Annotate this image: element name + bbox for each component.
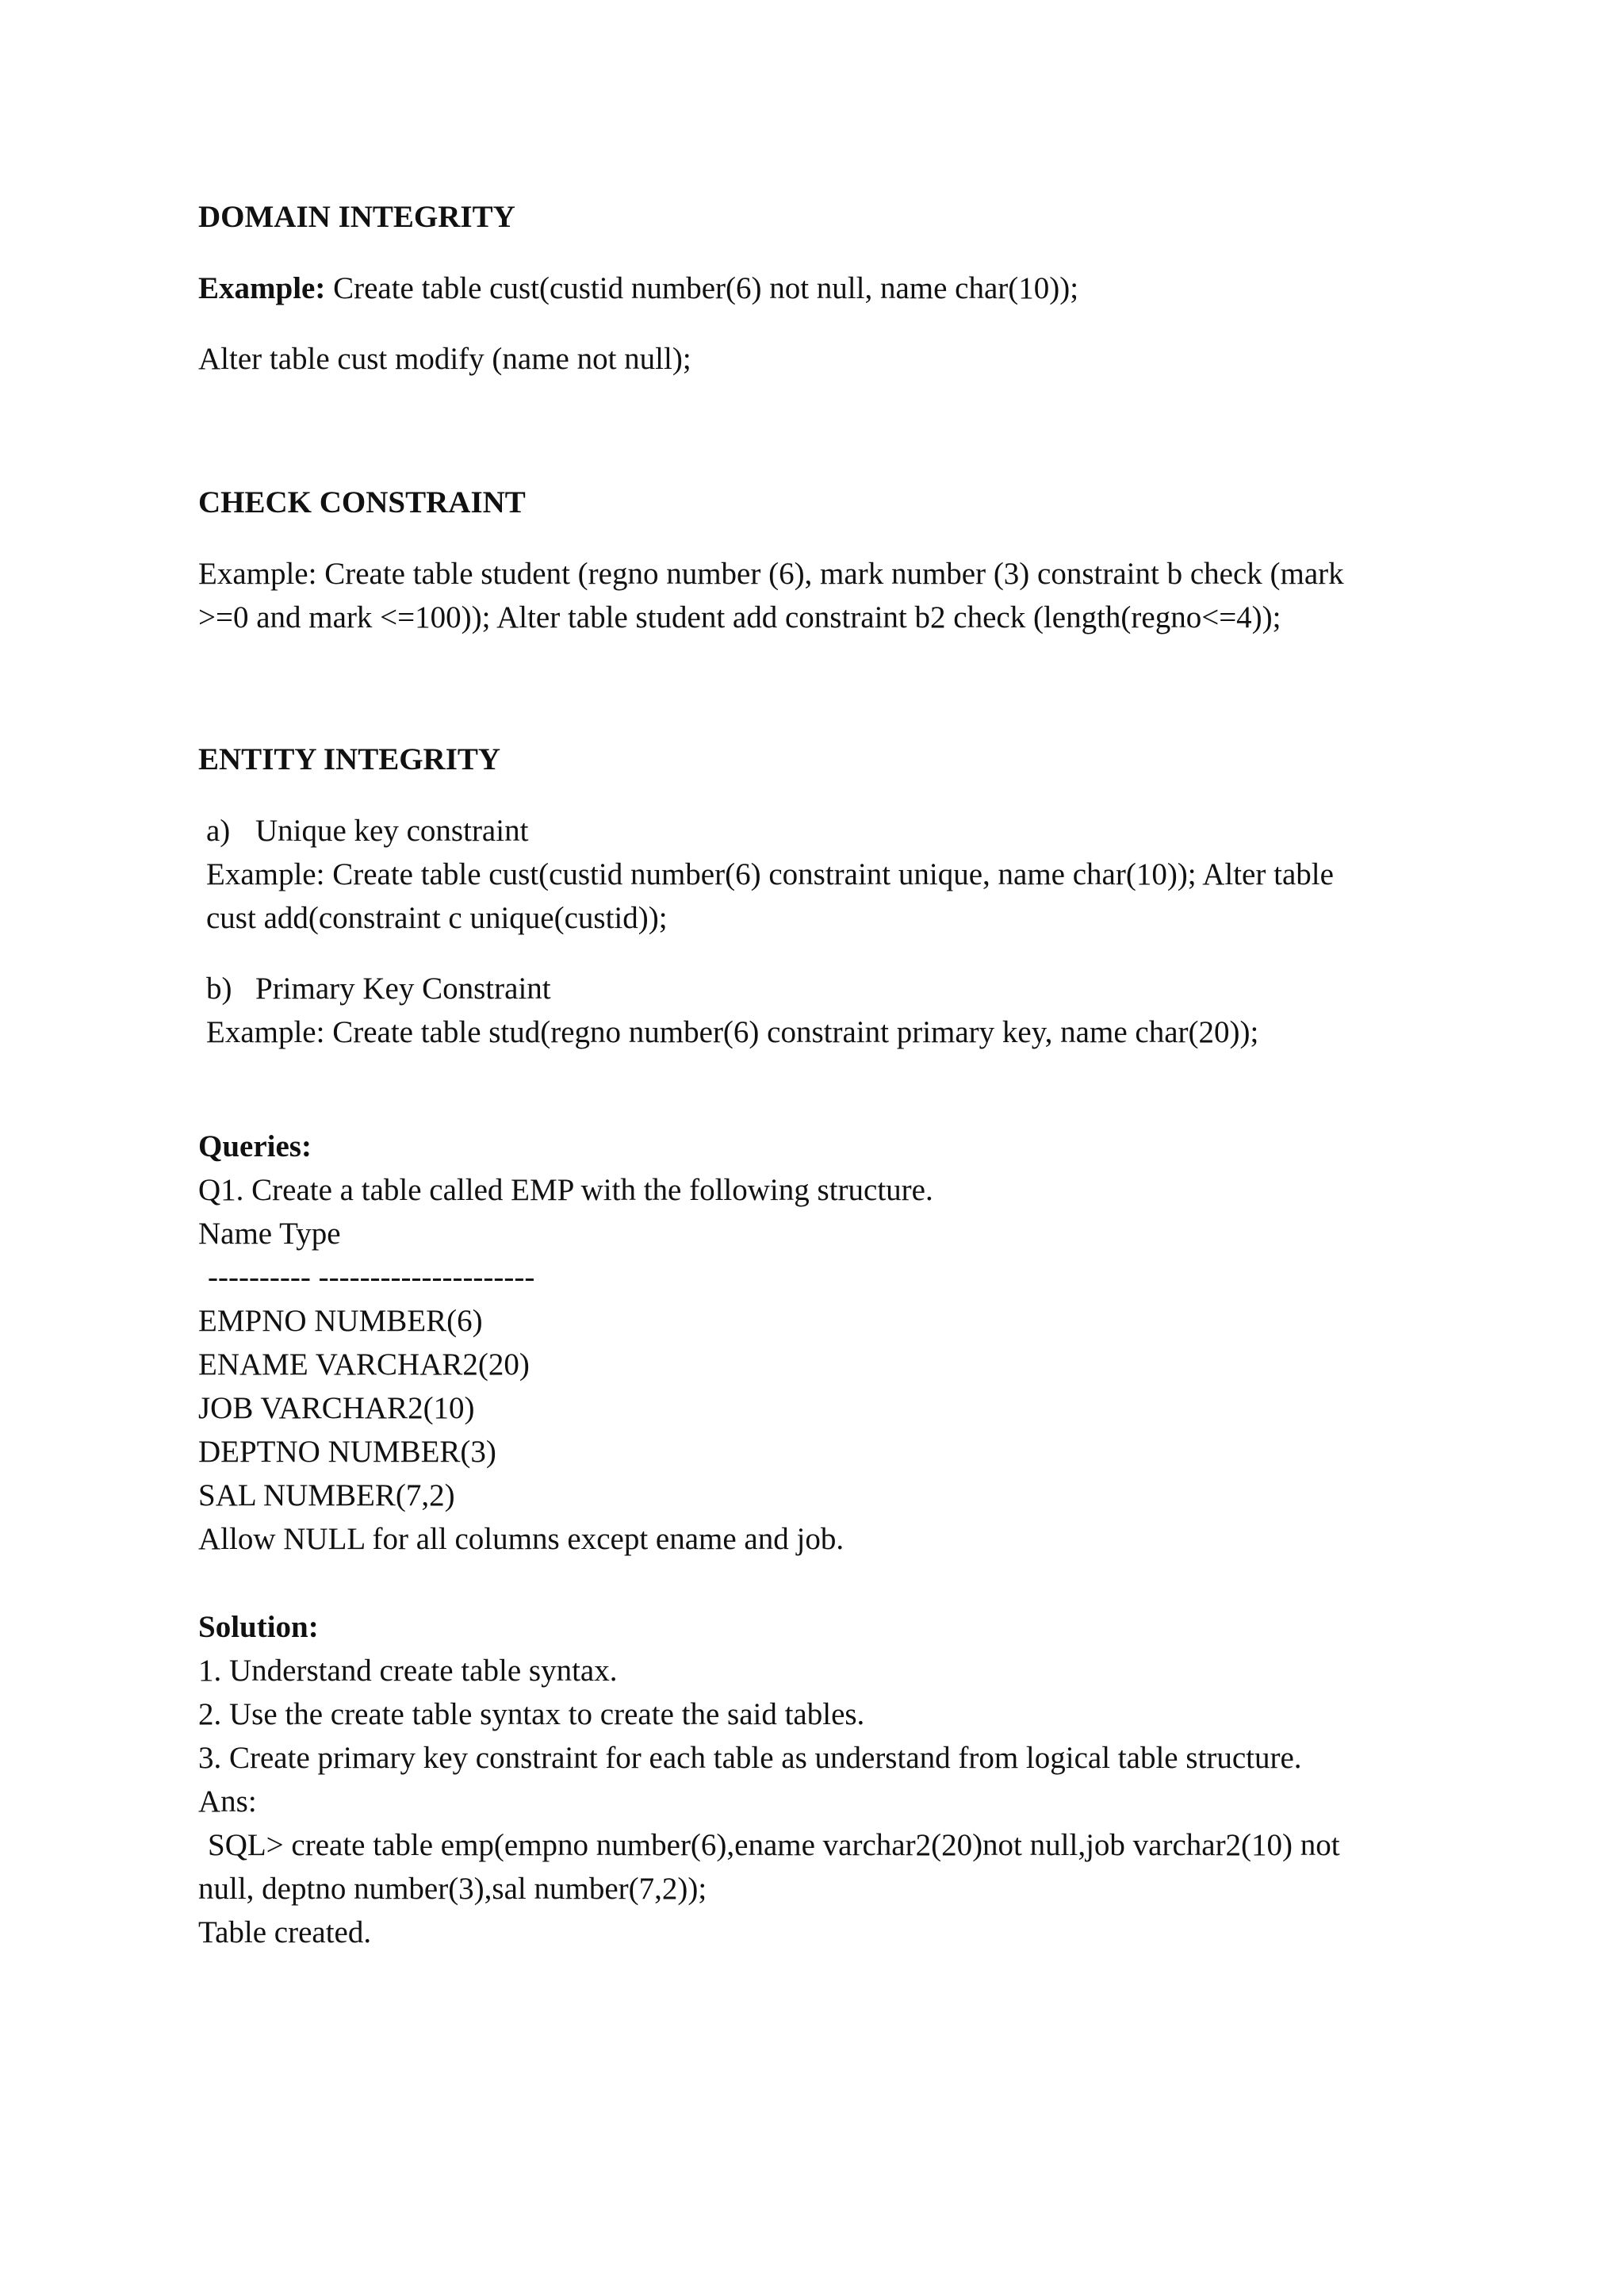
list-item-title: Primary Key Constraint (255, 972, 551, 1006)
structure-divider: ---------- --------------------- (208, 1260, 535, 1294)
domain-integrity-alter: Alter table cust modify (name not null); (198, 342, 691, 376)
structure-note: Allow NULL for all columns except ename and job. (198, 1522, 845, 1556)
queries-heading: Queries: (198, 1129, 312, 1163)
primary-key-example-line-1: Example: Create table stud(regno number(6) constraint primary key, name char(20)); (206, 1015, 1259, 1049)
query-q1: Q1. Create a table called EMP with the following structure. (198, 1173, 933, 1207)
sql-line-1: SQL> create table emp(empno number(6),ename varchar2(20)not null,job varchar2(10) not (208, 1828, 1340, 1862)
solution-step: 1. Understand create table syntax. (198, 1654, 618, 1688)
list-marker: a) (206, 814, 231, 848)
solution-heading: Solution: (198, 1610, 319, 1644)
example-label: Example: (198, 271, 326, 305)
ans-label: Ans: (198, 1784, 257, 1819)
list-item-unique-key-title (206, 815, 528, 846)
sql-result: Table created. (198, 1915, 372, 1949)
list-marker: b) (206, 972, 232, 1006)
check-constraint-line-1: Example: Create table student (regno number (6), mark number (3) constraint b check (mark (198, 557, 1344, 591)
list-item-title: Unique key constraint (255, 814, 529, 848)
structure-row: ENAME VARCHAR2(20) (198, 1347, 530, 1382)
structure-row: JOB VARCHAR2(10) (198, 1391, 475, 1425)
check-constraint-heading: CHECK CONSTRAINT (198, 485, 526, 519)
structure-row: EMPNO NUMBER(6) (198, 1304, 483, 1338)
list-item-primary-key-title (206, 973, 551, 1004)
domain-integrity-heading: DOMAIN INTEGRITY (198, 200, 515, 234)
unique-key-example-line-2: cust add(constraint c unique(custid)); (206, 901, 668, 935)
structure-row: DEPTNO NUMBER(3) (198, 1435, 496, 1469)
domain-integrity-example (198, 273, 1078, 304)
solution-step: 2. Use the create table syntax to create the said tables. (198, 1697, 865, 1731)
solution-step: 3. Create primary key constraint for each table as understand from logical table structure. (198, 1741, 1302, 1775)
entity-integrity-heading: ENTITY INTEGRITY (198, 742, 501, 776)
structure-header-row: Name Type (198, 1217, 341, 1251)
example-text: Create table cust(custid number(6) not null, name char(10)); (325, 271, 1079, 305)
check-constraint-line-2: >=0 and mark <=100)); Alter table student add constraint b2 check (length(regno<=4)); (198, 600, 1281, 634)
unique-key-example-line-1: Example: Create table cust(custid number(6) constraint unique, name char(10)); Alter table (206, 857, 1334, 891)
sql-line-2: null, deptno number(3),sal number(7,2)); (198, 1872, 707, 1906)
structure-row: SAL NUMBER(7,2) (198, 1478, 455, 1512)
